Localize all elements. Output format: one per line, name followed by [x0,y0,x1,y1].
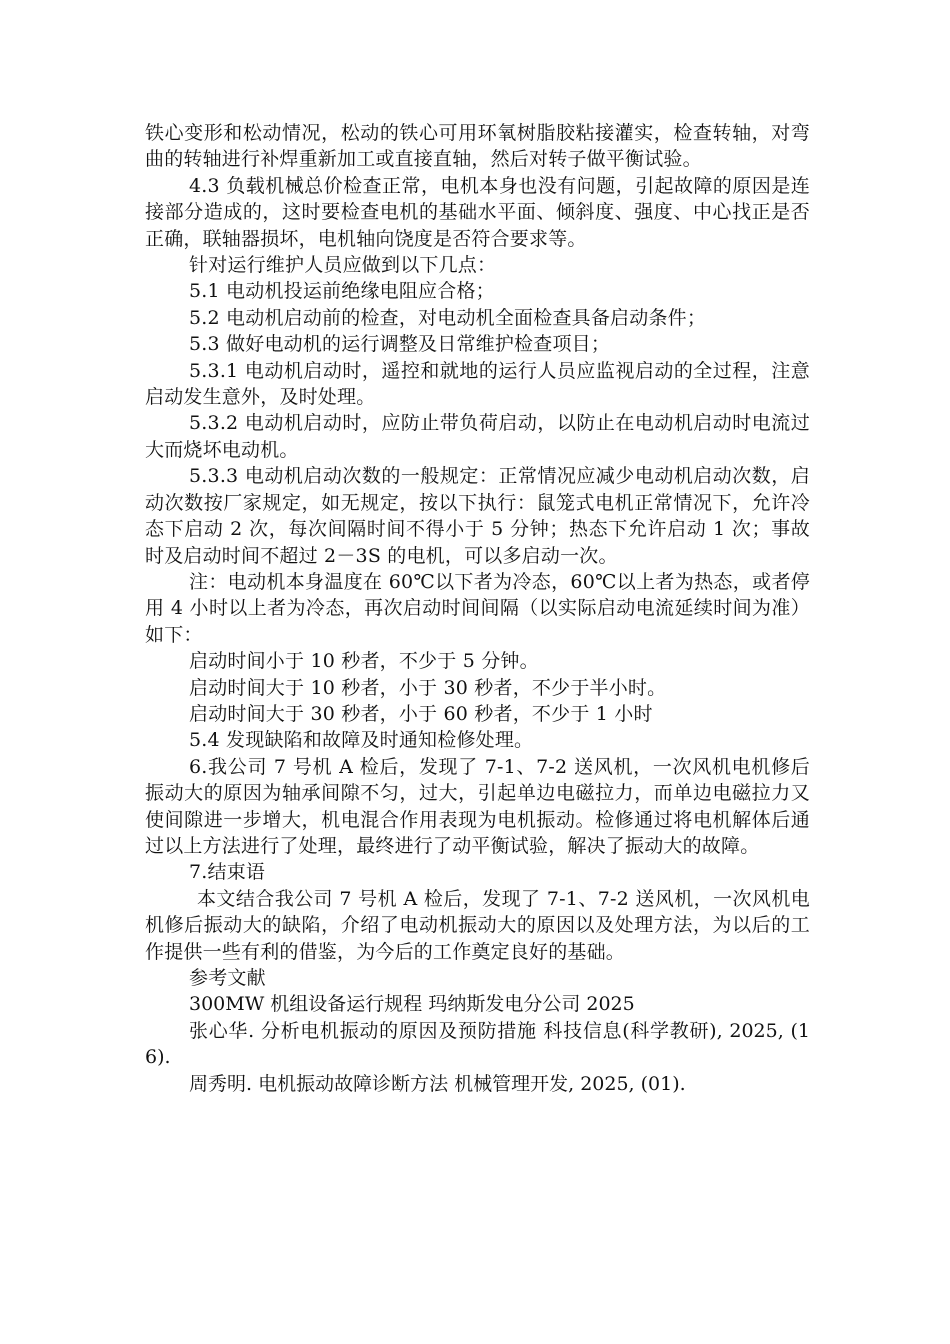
paragraph-start-time-3: 启动时间大于 30 秒者，小于 60 秒者，不少于 1 小时 [189,702,653,725]
paragraph-6: 6.我公司 7 号机 A 检后，发现了 7-1、7-2 送风机，一次风机电机修后振动大的原因为轴承间隙不匀，过大，引起单边电磁拉力，而单边电磁拉力又使间隙进一步增大，机电混合作用表现为电机振动。检修通过将电机解体后通过以上方法进行了处理，最终进行了动平衡试验，解决了振动大的故障。 [145,755,810,857]
reference-1: 300MW 机组设备运行规程 玛纳斯发电分公司 2025 [189,993,635,1016]
paragraph-core-deformation: 铁心变形和松动情况，松动的铁心可用环氧树脂胶粘接灌实，检查转轴，对弯曲的转轴进行补焊重新加工或直接直轴，然后对转子做平衡试验。 [145,122,810,171]
paragraph-conclusion: 本文结合我公司 7 号机 A 检后，发现了 7-1、7-2 送风机，一次风机电机修后振动大的缺陷，介绍了电动机振动大的原因以及处理方法，为以后的工作提供一些有利的借鉴，为今后的工作奠定良好的基础。 [145,887,810,963]
paragraph-5-3-1: 5.3.1 电动机启动时，遥控和就地的运行人员应监视启动的全过程，注意启动发生意外，及时处理。 [145,359,810,409]
paragraph-5-1: 5.1 电动机投运前绝缘电阻应合格； [189,280,495,303]
paragraph-5-3-2: 5.3.2 电动机启动时，应防止带负荷启动，以防止在电动机启动时电流过大而烧坏电动机。 [145,412,810,461]
paragraph-7-heading: 7.结束语 [189,861,266,884]
paragraph-start-time-1: 启动时间小于 10 秒者，不少于 5 分钟。 [189,650,539,673]
paragraph-5-2: 5.2 电动机启动前的检查，对电动机全面检查具备启动条件； [189,306,707,329]
reference-2: 张心华. 分析电机振动的原因及预防措施 科技信息(科学教研), 2025, (16). [145,1019,810,1069]
reference-3: 周秀明. 电机振动故障诊断方法 机械管理开发, 2025, (01). [189,1072,686,1095]
paragraph-5-4: 5.4 发现缺陷和故障及时通知检修处理。 [189,729,534,752]
paragraph-note: 注：电动机本身温度在 60℃以下者为冷态，60℃以上者为热态，或者停用 4 小时以上者为冷态，再次启动时间间隔（以实际启动电流延续时间为准）如下： [145,570,810,646]
paragraph-5-3: 5.3 做好电动机的运行调整及日常维护检查项目； [189,333,611,356]
references-heading: 参考文献 [189,967,266,989]
paragraph-5-3-3: 5.3.3 电动机启动次数的一般规定：正常情况应减少电动机启动次数，启动次数按厂家规定，如无规定，按以下执行：鼠笼式电机正常情况下，允许冷态下启动 2 次，每次间隔时间不得小于 5 分钟；热态下允许启动 1 次；事故时及启动时间不超过 2－3S 的电机，可以多启动一次。 [145,465,810,567]
paragraph-4-3: 4.3 负载机械总价检查正常，电机本身也没有问题，引起故障的原因是连接部分造成的，这时要检查电机的基础水平面、倾斜度、强度、中心找正是否正确，联轴器损坏，电机轴向饶度是否符合要求等。 [145,174,810,250]
document-body [145,120,810,1097]
paragraph-start-time-2: 启动时间大于 10 秒者，小于 30 秒者，不少于半小时。 [189,676,667,699]
paragraph-maintenance-intro: 针对运行维护人员应做到以下几点： [189,254,497,277]
